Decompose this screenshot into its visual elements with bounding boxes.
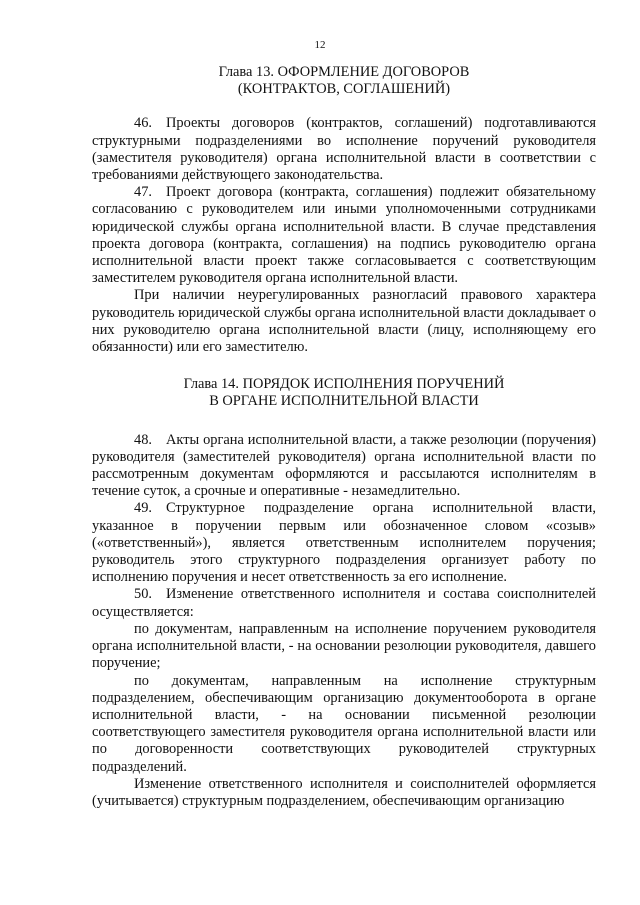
paragraph-48-number: 48. bbox=[134, 431, 152, 448]
paragraph-47-number: 47. bbox=[134, 184, 152, 201]
paragraph-46 bbox=[92, 115, 596, 184]
paragraph-47-continued: При наличии неурегулированных разногласий правового характера руководитель юридической службы органа исполнительной власти докладывает о них руководителю органа исполнительной власти (лицу, исполняющему его обязанности) или его заместителю. bbox=[92, 287, 596, 356]
paragraph-47 bbox=[92, 184, 596, 287]
paragraph-50-continued: Изменение ответственного исполнителя и соисполнителей оформляется (учитывается) структурным подразделением, обеспечивающим организацию bbox=[92, 775, 596, 809]
paragraph-50-number: 50. bbox=[134, 586, 152, 603]
paragraph-49-number: 49. bbox=[134, 500, 152, 517]
page-number: 12 bbox=[314, 39, 326, 51]
chapter-13-title-line2: (КОНТРАКТОВ, СОГЛАШЕНИЙ) bbox=[237, 81, 451, 98]
paragraph-48-text: Акты органа исполнительной власти, а также резолюции (поручения) руководителя (заместителей руководителя) органа исполнительной власти по рассмотренным документам оформляются и рассылаются исполнителям в течение суток, а срочные и оперативные - незамедлительно. bbox=[92, 431, 596, 500]
paragraph-46-number: 46. bbox=[134, 115, 152, 132]
paragraph-50 bbox=[92, 586, 596, 620]
paragraph-50-item-a: по документам, направленным на исполнение поручением руководителя органа исполнительной власти, - на основании резолюции руководителя, давшего поручение; bbox=[92, 620, 596, 672]
chapter-14-title bbox=[92, 376, 596, 410]
chapter-14-title-line2: В ОРГАНЕ ИСПОЛНИТЕЛЬНОЙ ВЛАСТИ bbox=[209, 393, 479, 410]
chapter-13-title-line1: Глава 13. ОФОРМЛЕНИЕ ДОГОВОРОВ bbox=[218, 64, 470, 80]
document-body bbox=[92, 64, 596, 810]
chapter-14-title-line1: Глава 14. ПОРЯДОК ИСПОЛНЕНИЯ ПОРУЧЕНИЙ bbox=[183, 376, 505, 393]
paragraph-49 bbox=[92, 500, 596, 586]
paragraph-46-text: Проекты договоров (контрактов, соглашений) подготавливаются структурными подразделениями во исполнение поручений руководителя (заместителя руководителя) органа исполнительной власти в соответствии с требованиями действующего законодательства. bbox=[92, 115, 596, 184]
paragraph-47-text: Проект договора (контракта, соглашения) подлежит обязательному согласованию с руководителем или иными уполномоченными сотрудниками юридической службы органа исполнительной власти. В случае представления проекта договора (контракта, соглашения) на подпись руководителю органа исполнительной власти проект также согласовывается с соответствующим заместителем руководителя органа исполнительной власти. bbox=[92, 184, 596, 287]
paragraph-50-item-b: по документам, направленным на исполнение структурным подразделением, обеспечивающим организацию документооборота в органе исполнительной власти, - на основании письменной резолюции соответствующего заместителя руководителя органа исполнительной власти или по договоренности соответствующих руководителей структурных подразделений. bbox=[92, 672, 596, 775]
chapter-13-title bbox=[92, 64, 596, 98]
paragraph-50-text: Изменение ответственного исполнителя и состава соисполнителей осуществляется: bbox=[92, 586, 596, 620]
paragraph-49-text: Структурное подразделение органа исполнительной власти, указанное в поручении первым или обозначенное словом «созыв» («ответственный»), является ответственным исполнителем поручения; руководитель этого структурного подразделения организует работу по исполнению поручения и несет ответственность за его исполнение. bbox=[92, 500, 596, 586]
paragraph-48 bbox=[92, 432, 596, 501]
